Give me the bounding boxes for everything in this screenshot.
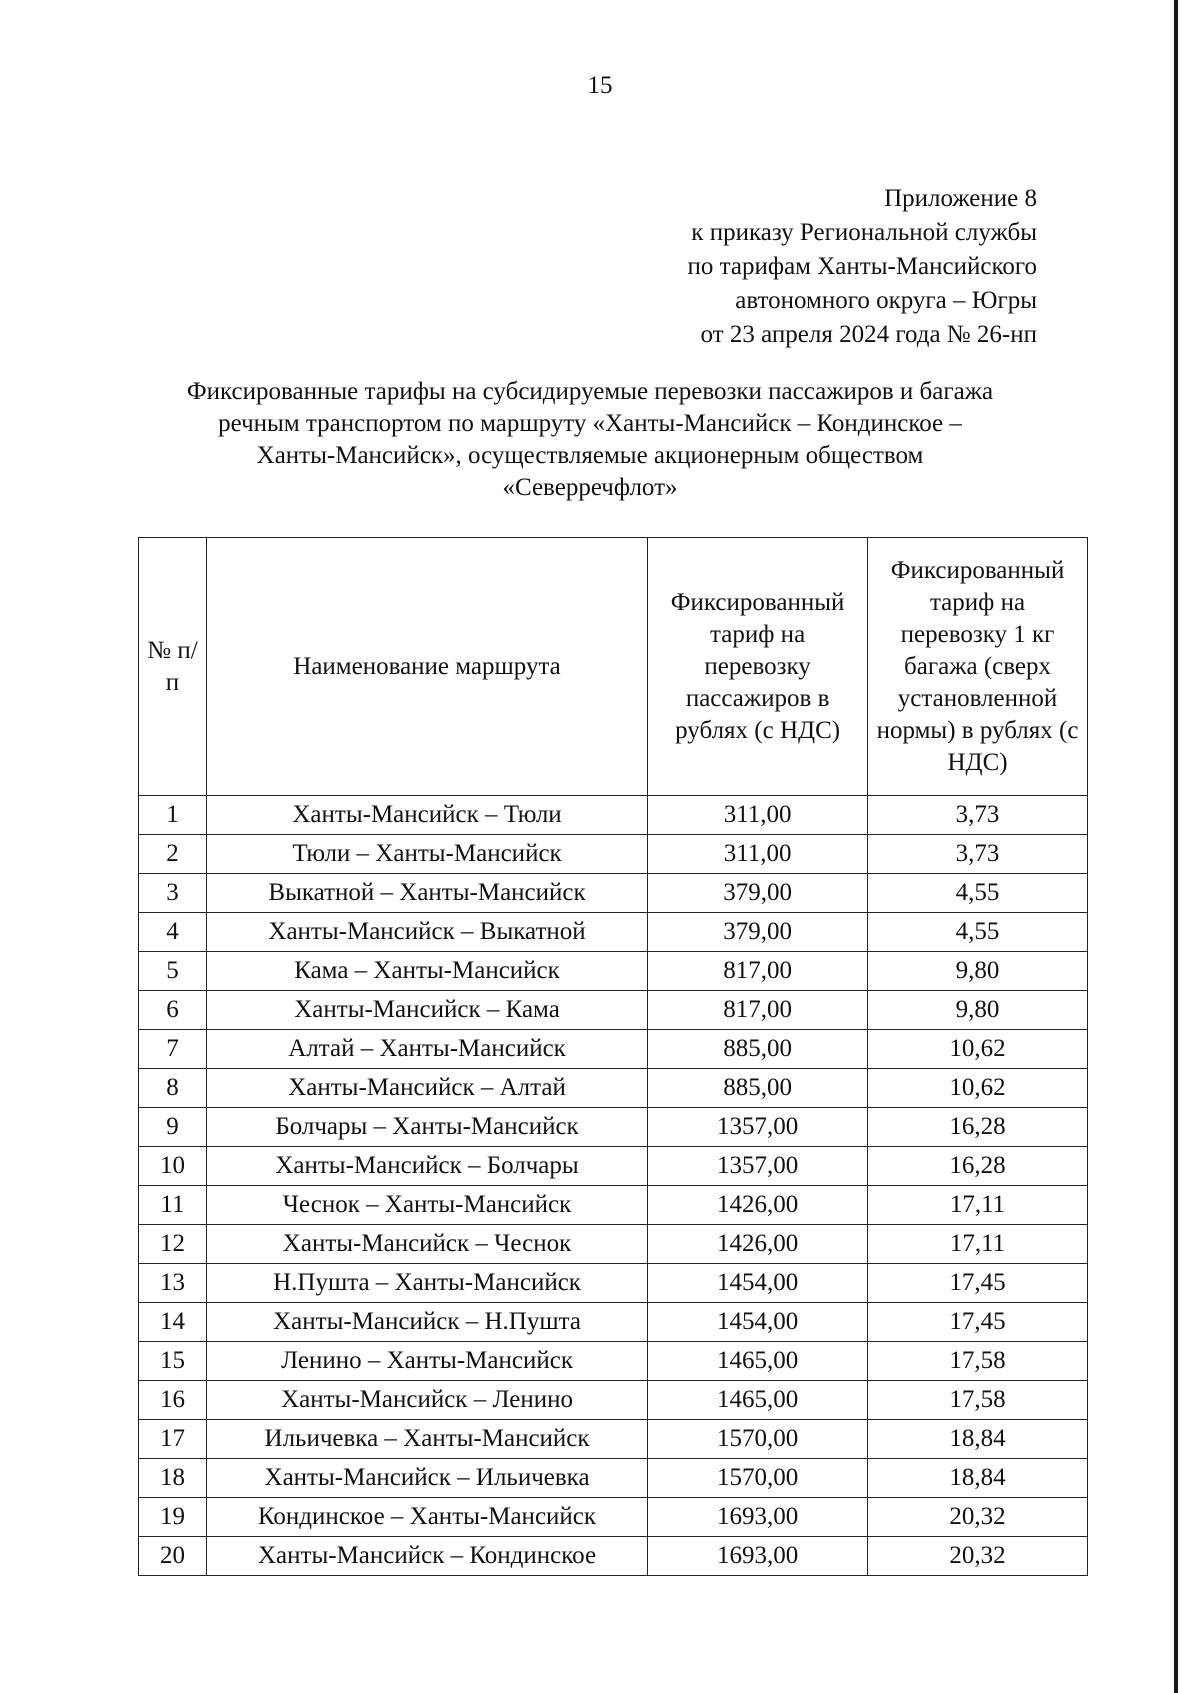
cell-baggage-tariff: 17,11 bbox=[868, 1225, 1088, 1264]
cell-passenger-tariff: 1357,00 bbox=[648, 1108, 868, 1147]
table-row bbox=[139, 1030, 1088, 1069]
cell-baggage-tariff: 9,80 bbox=[868, 952, 1088, 991]
cell-number: 12 bbox=[139, 1225, 207, 1264]
cell-number: 18 bbox=[139, 1459, 207, 1498]
cell-baggage-tariff: 10,62 bbox=[868, 1069, 1088, 1108]
cell-number: 1 bbox=[139, 796, 207, 835]
cell-baggage-tariff: 18,84 bbox=[868, 1459, 1088, 1498]
cell-passenger-tariff: 1693,00 bbox=[648, 1498, 868, 1537]
table-row bbox=[139, 796, 1088, 835]
cell-baggage-tariff: 17,58 bbox=[868, 1381, 1088, 1420]
cell-baggage-tariff: 4,55 bbox=[868, 874, 1088, 913]
cell-number: 8 bbox=[139, 1069, 207, 1108]
cell-number: 6 bbox=[139, 991, 207, 1030]
cell-route-name: Ханты-Мансийск – Тюли bbox=[206, 796, 647, 835]
cell-number: 5 bbox=[139, 952, 207, 991]
cell-route-name: Ханты-Мансийск – Кама bbox=[206, 991, 647, 1030]
cell-route-name: Ханты-Мансийск – Чеснок bbox=[206, 1225, 647, 1264]
table-row bbox=[139, 1069, 1088, 1108]
cell-number: 10 bbox=[139, 1147, 207, 1186]
cell-passenger-tariff: 1454,00 bbox=[648, 1303, 868, 1342]
cell-route-name: Ханты-Мансийск – Выкатной bbox=[206, 913, 647, 952]
table-row bbox=[139, 1264, 1088, 1303]
cell-route-name: Кондинское – Ханты-Мансийск bbox=[206, 1498, 647, 1537]
cell-baggage-tariff: 3,73 bbox=[868, 796, 1088, 835]
cell-passenger-tariff: 1465,00 bbox=[648, 1381, 868, 1420]
cell-route-name: Ханты-Мансийск – Н.Пушта bbox=[206, 1303, 647, 1342]
cell-number: 11 bbox=[139, 1186, 207, 1225]
cell-passenger-tariff: 311,00 bbox=[648, 835, 868, 874]
appendix-line: Приложение 8 bbox=[884, 185, 1037, 212]
title-line: Фиксированные тарифы на субсидируемые перевозки пассажиров и багажа bbox=[186, 378, 994, 405]
title-line: Ханты-Мансийск», осуществляемые акционерным обществом bbox=[256, 442, 924, 469]
cell-passenger-tariff: 1465,00 bbox=[648, 1342, 868, 1381]
cell-passenger-tariff: 379,00 bbox=[648, 874, 868, 913]
cell-baggage-tariff: 10,62 bbox=[868, 1030, 1088, 1069]
table-row bbox=[139, 913, 1088, 952]
cell-number: 9 bbox=[139, 1108, 207, 1147]
cell-baggage-tariff: 4,55 bbox=[868, 913, 1088, 952]
cell-number: 13 bbox=[139, 1264, 207, 1303]
table-row bbox=[139, 1147, 1088, 1186]
cell-route-name: Н.Пушта – Ханты-Мансийск bbox=[206, 1264, 647, 1303]
table-row bbox=[139, 1537, 1088, 1576]
appendix-line: автономного округа – Югры bbox=[735, 287, 1037, 314]
header-baggage-tariff: Фиксированный тариф на перевозку 1 кг багажа (сверх установленной нормы) в рублях (с НДС) bbox=[868, 538, 1088, 796]
cell-route-name: Ханты-Мансийск – Кондинское bbox=[206, 1537, 647, 1576]
header-passenger-tariff: Фиксированный тариф на перевозку пассажиров в рублях (с НДС) bbox=[648, 538, 868, 796]
cell-passenger-tariff: 885,00 bbox=[648, 1030, 868, 1069]
cell-passenger-tariff: 817,00 bbox=[648, 991, 868, 1030]
cell-number: 3 bbox=[139, 874, 207, 913]
cell-baggage-tariff: 17,11 bbox=[868, 1186, 1088, 1225]
cell-passenger-tariff: 1426,00 bbox=[648, 1186, 868, 1225]
document-title bbox=[110, 376, 1070, 504]
title-line: речным транспортом по маршруту «Ханты-Мансийск – Кондинское – bbox=[218, 410, 962, 437]
cell-passenger-tariff: 885,00 bbox=[648, 1069, 868, 1108]
cell-baggage-tariff: 18,84 bbox=[868, 1420, 1088, 1459]
table-row bbox=[139, 1498, 1088, 1537]
cell-baggage-tariff: 17,45 bbox=[868, 1303, 1088, 1342]
cell-passenger-tariff: 1454,00 bbox=[648, 1264, 868, 1303]
cell-passenger-tariff: 1693,00 bbox=[648, 1537, 868, 1576]
cell-number: 14 bbox=[139, 1303, 207, 1342]
page-edge-line bbox=[1174, 0, 1178, 1693]
table-row bbox=[139, 1381, 1088, 1420]
table-row bbox=[139, 874, 1088, 913]
cell-number: 7 bbox=[139, 1030, 207, 1069]
cell-route-name: Ханты-Мансийск – Алтай bbox=[206, 1069, 647, 1108]
cell-passenger-tariff: 817,00 bbox=[648, 952, 868, 991]
cell-passenger-tariff: 311,00 bbox=[648, 796, 868, 835]
cell-baggage-tariff: 16,28 bbox=[868, 1147, 1088, 1186]
table-row bbox=[139, 1108, 1088, 1147]
cell-route-name: Алтай – Ханты-Мансийск bbox=[206, 1030, 647, 1069]
cell-passenger-tariff: 1357,00 bbox=[648, 1147, 868, 1186]
table-row bbox=[139, 1225, 1088, 1264]
appendix-line: к приказу Региональной службы bbox=[691, 219, 1037, 246]
cell-route-name: Ленино – Ханты-Мансийск bbox=[206, 1342, 647, 1381]
cell-route-name: Выкатной – Ханты-Мансийск bbox=[206, 874, 647, 913]
cell-number: 19 bbox=[139, 1498, 207, 1537]
table-row bbox=[139, 1459, 1088, 1498]
cell-passenger-tariff: 1570,00 bbox=[648, 1420, 868, 1459]
cell-passenger-tariff: 1570,00 bbox=[648, 1459, 868, 1498]
table-row bbox=[139, 1342, 1088, 1381]
title-line: «Северречфлот» bbox=[502, 474, 678, 501]
cell-route-name: Кама – Ханты-Мансийск bbox=[206, 952, 647, 991]
header-route-name: Наименование маршрута bbox=[206, 538, 647, 796]
cell-number: 15 bbox=[139, 1342, 207, 1381]
cell-route-name: Ханты-Мансийск – Ильичевка bbox=[206, 1459, 647, 1498]
cell-number: 2 bbox=[139, 835, 207, 874]
header-number: № п/п bbox=[139, 538, 207, 796]
page-number: 15 bbox=[587, 72, 613, 99]
cell-route-name: Болчары – Ханты-Мансийск bbox=[206, 1108, 647, 1147]
table-header-row bbox=[139, 538, 1088, 796]
cell-number: 20 bbox=[139, 1537, 207, 1576]
tariff-table bbox=[138, 537, 1088, 1576]
cell-baggage-tariff: 20,32 bbox=[868, 1498, 1088, 1537]
appendix-line: от 23 апреля 2024 года № 26-нп bbox=[700, 321, 1037, 348]
cell-route-name: Тюли – Ханты-Мансийск bbox=[206, 835, 647, 874]
table-row bbox=[139, 952, 1088, 991]
cell-baggage-tariff: 17,58 bbox=[868, 1342, 1088, 1381]
cell-route-name: Ильичевка – Ханты-Мансийск bbox=[206, 1420, 647, 1459]
cell-route-name: Чеснок – Ханты-Мансийск bbox=[206, 1186, 647, 1225]
cell-number: 4 bbox=[139, 913, 207, 952]
table-row bbox=[139, 835, 1088, 874]
cell-passenger-tariff: 1426,00 bbox=[648, 1225, 868, 1264]
cell-baggage-tariff: 16,28 bbox=[868, 1108, 1088, 1147]
cell-baggage-tariff: 3,73 bbox=[868, 835, 1088, 874]
table-row bbox=[139, 1186, 1088, 1225]
cell-baggage-tariff: 17,45 bbox=[868, 1264, 1088, 1303]
cell-baggage-tariff: 20,32 bbox=[868, 1537, 1088, 1576]
cell-route-name: Ханты-Мансийск – Болчары bbox=[206, 1147, 647, 1186]
appendix-reference bbox=[688, 182, 1037, 352]
cell-number: 16 bbox=[139, 1381, 207, 1420]
cell-baggage-tariff: 9,80 bbox=[868, 991, 1088, 1030]
table-row bbox=[139, 991, 1088, 1030]
cell-passenger-tariff: 379,00 bbox=[648, 913, 868, 952]
cell-number: 17 bbox=[139, 1420, 207, 1459]
appendix-line: по тарифам Ханты-Мансийского bbox=[687, 253, 1037, 280]
cell-route-name: Ханты-Мансийск – Ленино bbox=[206, 1381, 647, 1420]
table-row bbox=[139, 1420, 1088, 1459]
table-row bbox=[139, 1303, 1088, 1342]
